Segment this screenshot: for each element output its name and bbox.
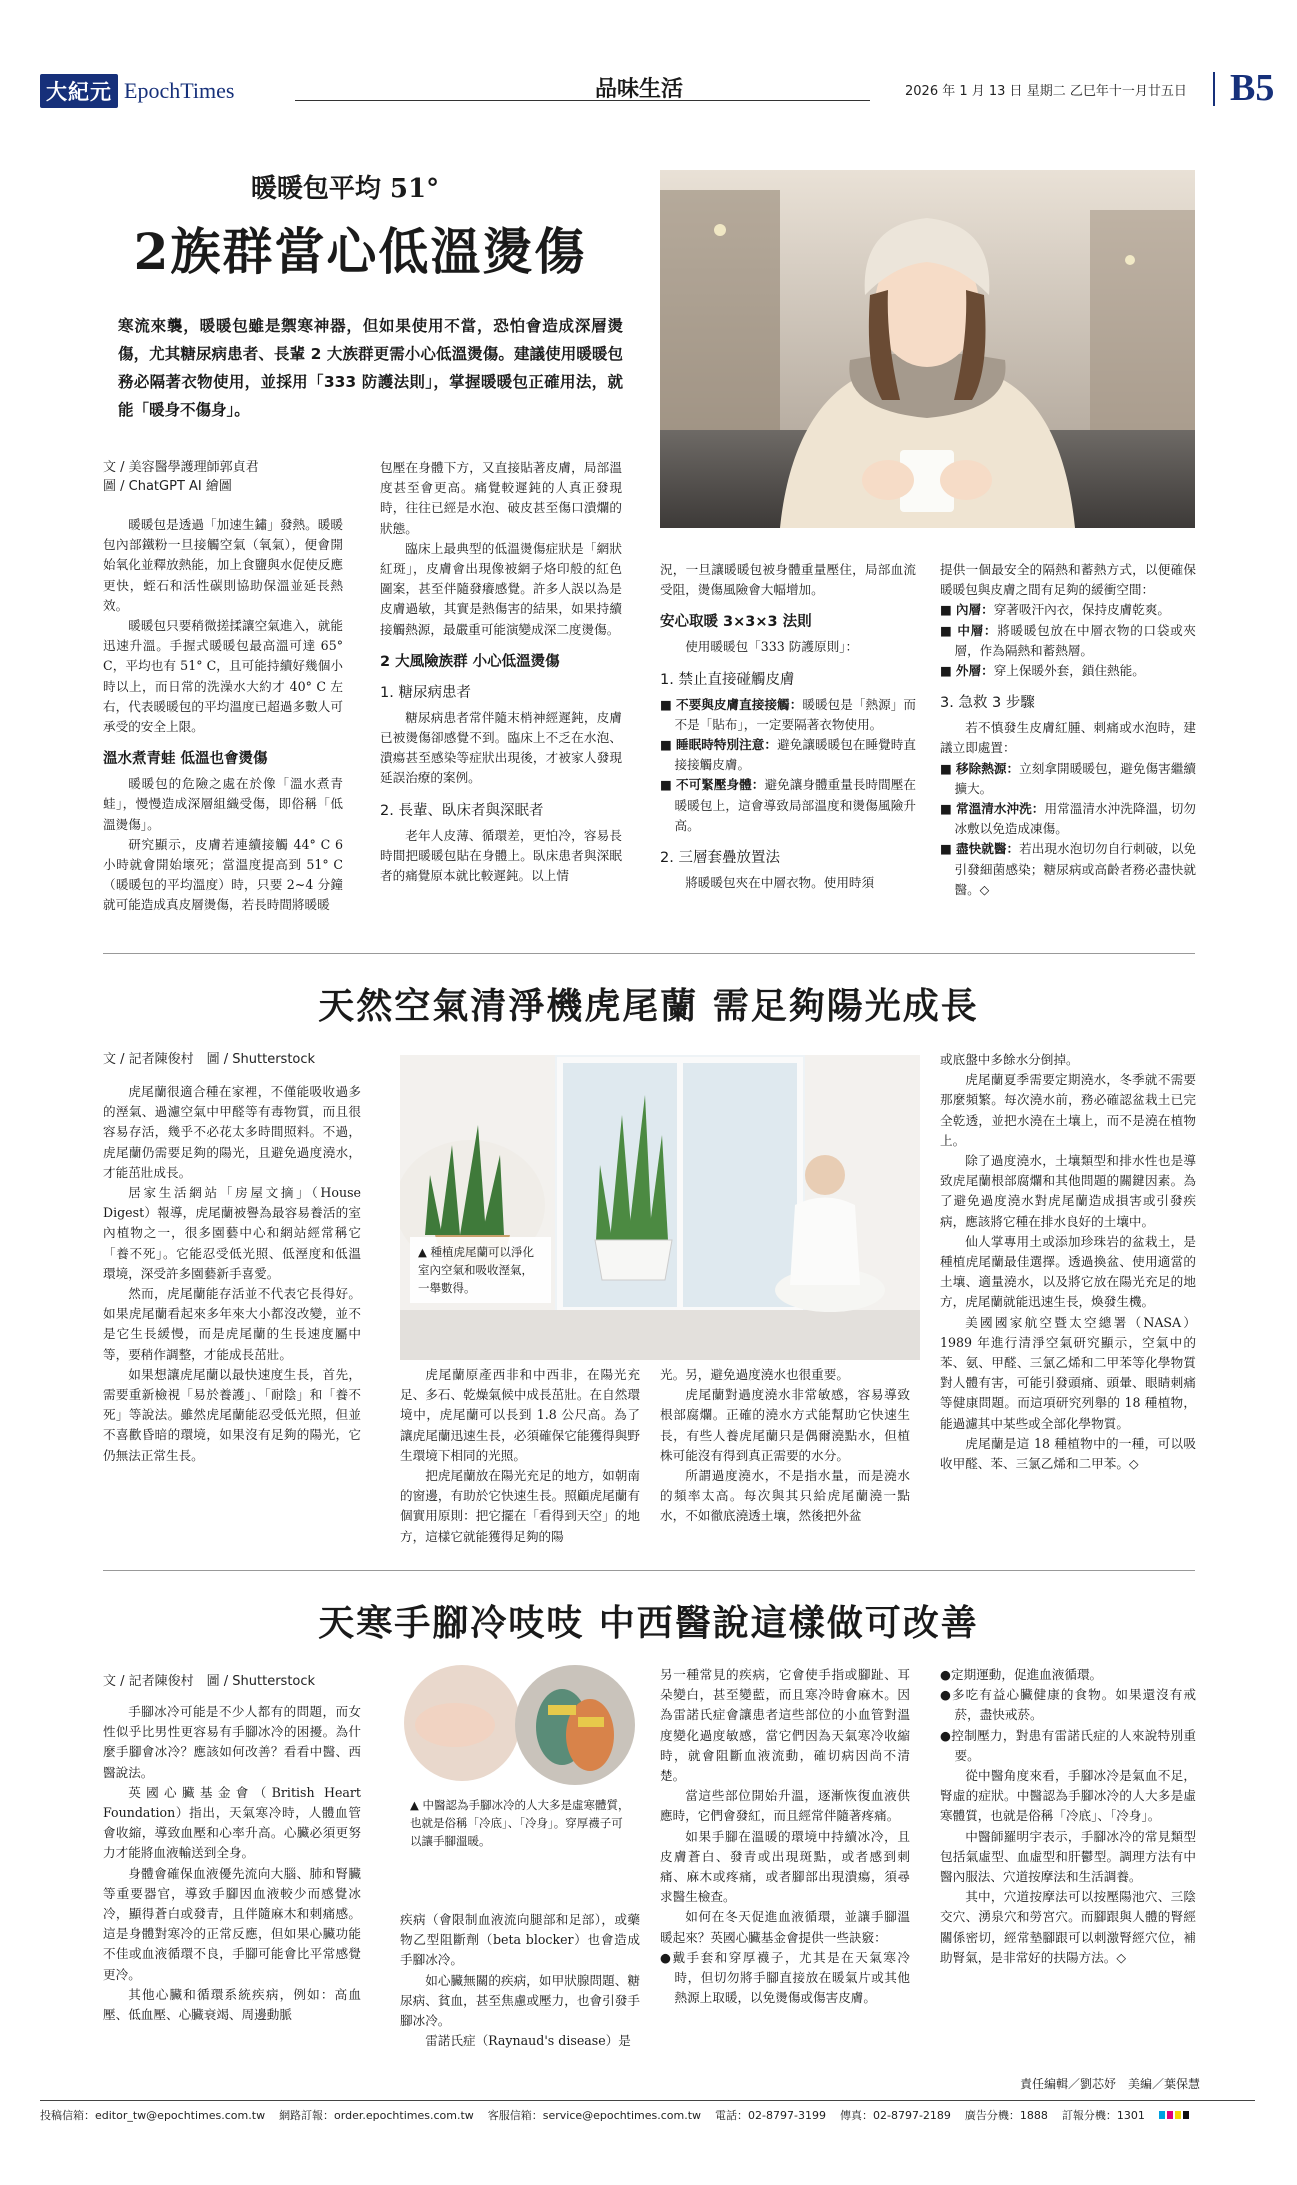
- article-1-col-3: [660, 560, 916, 893]
- paragraph: 提供一個最安全的隔熱和蓄熱方式，以便確保暖暖包與皮膚之間有足夠的緩衝空間：: [940, 562, 1196, 598]
- bullet-item: ●控制壓力，對患有雷諾氏症的人來說特別重要。: [940, 1727, 1196, 1763]
- paragraph: 虎尾蘭很適合種在家裡，不僅能吸收過多的溼氣、過濾空氣中甲醛等有毒物質，而且很容易存活，幾乎不必花太多時間照料。不過，虎尾蘭仍需要足夠的陽光，且避免過度澆水，才能茁壯成長。: [103, 1084, 361, 1180]
- online-subscription[interactable]: 網路訂報：order.epochtimes.com.tw: [279, 2109, 474, 2122]
- paragraph: 若不慎發生皮膚紅腫、刺痛或水泡時，建議立即處置：: [940, 720, 1196, 756]
- bullet-item: ■ 睡眠時特別注意：避免讓暖暖包在睡覺時直接接觸皮膚。: [660, 737, 917, 773]
- newspaper-logo: [40, 74, 234, 108]
- paragraph: 英國心臟基金會（British Heart Foundation）指出，天氣寒冷時，人體血管會收縮，導致血壓和心率升高。心臟必須更努力才能將血液輸送到全身。: [103, 1784, 361, 1861]
- paragraph: 虎尾蘭對過度澆水非常敏感，容易導致根部腐爛。正確的澆水方式能幫助它快速生長，有些人養虎尾蘭只是偶爾澆點水，但植株可能沒有得到真正需要的水分。: [660, 1387, 910, 1463]
- paragraph: 如心臟無關的疾病，如甲狀腺問題、糖尿病、貧血，甚至焦慮或壓力，也會引發手腳冰冷。: [400, 1972, 640, 2029]
- article-3-col-3: [660, 1665, 910, 2008]
- paragraph: 光。另，避免過度澆水也很重要。: [660, 1367, 849, 1382]
- paragraph: 或底盤中多餘水分倒掉。: [940, 1052, 1079, 1067]
- article-3-photo: [400, 1665, 640, 1905]
- paragraph: 當這些部位開始升溫，逐漸恢復血液供應時，它們會發紅，而且經常伴隨著疼痛。: [660, 1788, 910, 1824]
- page-number: B5: [1230, 67, 1275, 109]
- bullet-item: ■ 中層：將暖暖包放在中層衣物的口袋或夾層，作為隔熱和蓄熱層。: [940, 622, 1197, 658]
- section-name: 品味生活: [595, 77, 684, 102]
- masthead-rule: [295, 100, 870, 101]
- subheading: 安心取暖 3×3×3 法則: [660, 614, 812, 631]
- paragraph: 暖暖包只要稍微搓揉讓空氣進入，就能迅速升溫。手握式暖暖包最高溫可達 65° C，平均也有 51° C，且可能持續好幾個小時以上，而日常的洗澡水大約才 40° C 左右，代表暖暖包的平均溫度已超過多數人可承受的安全上限。: [103, 618, 343, 735]
- image-credit: 圖 / ChatGPT AI 繪圖: [103, 479, 232, 494]
- article-divider: [103, 953, 1195, 954]
- paragraph: 手腳冰冷可能是不少人都有的問題，而女性似乎比男性更容易有手腳冰冷的困擾。為什麼手腳會冰冷？應該如何改善？看看中醫、西醫說法。: [103, 1704, 361, 1780]
- paragraph: 虎尾蘭原產西非和中西非，在陽光充足、多石、乾燥氣候中成長茁壯。在自然環境中，虎尾蘭可以長到 1.8 公尺高。為了讓虎尾蘭迅速生長，必須確保它能獲得與野生環境下相同的光照。: [400, 1367, 640, 1463]
- feet-and-socks-illustration: [400, 1665, 640, 1905]
- article-2-col-1: [103, 1082, 361, 1466]
- subheading: 3. 急救 3 步驟: [940, 695, 1035, 712]
- paragraph: 暖暖包的危險之處在於像「溫水煮青蛙」，慢慢造成深層組織受傷，即俗稱「低溫燙傷」。: [103, 776, 343, 832]
- paragraph: 其他心臟和循環系統疾病，例如：高血壓、低血壓、心臟衰竭、周邊動脈: [103, 1986, 361, 2023]
- logo-english: EpochTimes: [124, 78, 235, 103]
- bullet-item: ■ 內層：穿著吸汗內衣，保持皮膚乾爽。: [940, 602, 1170, 618]
- editor-credits: 責任編輯／劉芯妤 美編／葉保慧: [1019, 2077, 1200, 2091]
- color-registration-marks: [1159, 2107, 1189, 2123]
- subscription-extension: 訂報分機：1301: [1061, 2109, 1145, 2122]
- photo-caption: ▲ 種植虎尾蘭可以淨化室內空氣和吸收溼氣，一舉數得。: [410, 1237, 551, 1303]
- paragraph: 把虎尾蘭放在陽光充足的地方，如朝南的窗邊，有助於它快速生長。照顧虎尾蘭有個實用原則：把它擺在「看得到天空」的地方，這樣它就能獲得足夠的陽: [400, 1468, 640, 1544]
- subheading: 1. 禁止直接碰觸皮膚: [660, 671, 795, 688]
- paragraph: 暖暖包是透過「加速生鏽」發熱。暖暖包內部鐵粉一旦接觸空氣（氧氣），便會開始氧化並釋放熱能，加上食鹽與水促使反應更快，蛭石和活性碳則協助保溫並延長熱效。: [103, 517, 343, 613]
- article-2-col-2: [400, 1365, 640, 1547]
- paragraph: 糖尿病患者常伴隨末梢神經遲鈍，皮膚已被燙傷卻感覺不到。臨床上不乏在水泡、潰瘍甚至感染等症狀出現後，才被家人發現延誤治療的案例。: [380, 709, 622, 786]
- paragraph: 虎尾蘭是這 18 種植物中的一種，可以吸收甲醛、苯、三氯乙烯和二甲苯。◇: [940, 1435, 1196, 1472]
- bullet-item: ■ 外層：穿上保暖外套，鎖住熱能。: [940, 663, 1145, 679]
- submission-email[interactable]: 投稿信箱：editor_tw@epochtimes.com.tw: [40, 2109, 266, 2122]
- masthead: [40, 67, 1275, 110]
- article-2-title: 天然空氣清淨機虎尾蘭 需足夠陽光成長: [318, 985, 979, 1027]
- article-3-col-4: [940, 1665, 1196, 1968]
- paragraph: 另一種常見的疾病，它會使手指或腳趾、耳朵變白，甚至變藍，而且寒冷時會麻木。因為雷諾氏症會讓患者這些部位的小血管對溫度變化過度敏感，當它們因為天氣寒冷收縮時，就會阻斷血液流動，確切病因尚不清楚。: [660, 1667, 910, 1784]
- paragraph: 如果想讓虎尾蘭以最快速度生長，首先，需要重新檢視「易於養護」、「耐陰」和「養不死」等說法。雖然虎尾蘭能忍受低光照，但並不喜歡昏暗的環境，如果沒有足夠的陽光，它仍無法正常生長。: [103, 1366, 361, 1463]
- paragraph: 使用暖暖包「333 防護原則」：: [685, 639, 859, 655]
- article-divider: [103, 1570, 1195, 1571]
- article-1-kicker: 暖暖包平均 51°: [250, 174, 440, 204]
- paragraph: 從中醫角度來看，手腳冰冷是氣血不足，腎虛的症狀。中醫認為手腳冰冷的人大多是虛寒體質，也就是俗稱「冷底」、「冷身」。: [940, 1768, 1196, 1824]
- paragraph: 老年人皮薄、循環差，更怕冷，容易長時間把暖暖包貼在身體上。臥床患者與深眠者的痛覺原本就比較遲鈍。以上情: [380, 827, 622, 884]
- bullet-item: ■ 常溫清水沖洗：用常溫清水沖洗降溫，切勿冰敷以免造成凍傷。: [940, 801, 1197, 837]
- paragraph: 將暖暖包夾在中層衣物。使用時須: [685, 875, 875, 891]
- phone-number: 電話：02-8797-3199: [715, 2109, 826, 2122]
- article-1-col-2: [380, 458, 622, 886]
- snake-plant-room-illustration: [400, 1055, 920, 1360]
- paragraph: 居家生活網站「房屋文摘」（House Digest）報導，虎尾蘭被譽為最容易養活的室內植物之一，很多園藝中心和網站經常稱它「養不死」。它能忍受低光照、低溼度和低溫環境，深受許多園藝新手喜愛。: [103, 1185, 361, 1281]
- article-2-photo: [400, 1055, 920, 1360]
- paragraph: 臨床上最典型的低溫燙傷症狀是「網狀紅斑」，皮膚會出現像被網子烙印般的紅色圖案，甚至伴隨發癢感覺。許多人誤以為是皮膚過敏，其實是熱傷害的結果，如果持續接觸熱源，最嚴重可能演變成深二度燙傷。: [380, 540, 622, 637]
- paragraph: 美國國家航空暨太空總署（NASA）1989 年進行清淨空氣研究顯示，空氣中的苯、氨、甲醛、三氯乙烯和二甲苯等化學物質對人體有害，可能引發頭痛、頭暈、眼睛刺痛等健康問題。而這項研究列舉的 18 種植物，能過濾其中某些或全部化學物質。: [940, 1314, 1196, 1431]
- subheading: 2. 三層套疊放置法: [660, 850, 780, 867]
- paragraph: 雷諾氏症（Raynaud's disease）是: [425, 2033, 631, 2049]
- bullet-item: ●戴手套和穿厚襪子，尤其是在天氣寒冷時，但切勿將手腳直接放在暖氣片或其他熱源上取暖，以免燙傷或傷害皮膚。: [660, 1949, 911, 2006]
- paragraph: 所謂過度澆水，不是指水量，而是澆水的頻率太高。每次與其只給虎尾蘭澆一點水，不如徹底澆透土壤，然後把外盆: [660, 1468, 910, 1524]
- author-credit: 文 / 美容醫學護理師郭貞君: [103, 460, 259, 475]
- paragraph: 仙人掌專用土或添加珍珠岩的盆栽土，是種植虎尾蘭最佳選擇。透過換盆、使用適當的土壤、適量澆水，以及將它放在陽光充足的地方，虎尾蘭就能迅速生長，煥發生機。: [940, 1233, 1196, 1310]
- article-3-col-2: [400, 1910, 640, 2051]
- subheading: 1. 糖尿病患者: [380, 684, 471, 701]
- paragraph: 疾病（會限制血液流向腿部和足部），或藥物乙型阻斷劑（beta blocker）也會造成手腳冰冷。: [400, 1912, 640, 1968]
- article-2-byline: 文 / 記者陳俊村 圖 / Shutterstock: [103, 1052, 316, 1067]
- fax-number: 傳真：02-8797-2189: [839, 2109, 951, 2122]
- woman-in-winter-illustration: [660, 170, 1195, 528]
- article-1-title: 2族群當心低溫燙傷: [133, 222, 587, 281]
- logo-chinese: 大紀元: [40, 74, 118, 108]
- ad-extension: 廣告分機：1888: [964, 2109, 1048, 2122]
- paragraph: 虎尾蘭夏季需要定期澆水，冬季就不需要那麼頻繁。每次澆水前，務必確認盆栽土已完全乾透，並把水澆在土壤上，而不是澆在植物上。: [940, 1072, 1196, 1148]
- paragraph: 身體會確保血液優先流向大腦、肺和腎臟等重要器官，導致手腳因血液較少而感覺冰冷，顯得蒼白或發青，且伴隨麻木和刺痛感。這是身體對寒冷的正常反應，但如果心臟功能不佳或血液循環不良，手腳可能會比平常感覺更冷。: [103, 1865, 361, 1982]
- footer-bar: [40, 2100, 1255, 2123]
- subheading: 溫水煮青蛙 低溫也會燙傷: [103, 751, 268, 768]
- bullet-item: ■ 不可緊壓身體：避免讓身體重量長時間壓在暖暖包上，這會導致局部溫度和燙傷風險升高。: [660, 777, 917, 833]
- bullet-item: ■ 盡快就醫：若出現水泡切勿自行刺破，以免引發細菌感染；糖尿病或高齡者務必盡快就醫。◇: [940, 841, 1196, 897]
- bullet-item: ●定期運動，促進血液循環。: [940, 1667, 1103, 1682]
- paragraph: 包壓在身體下方，又直接貼著皮膚，局部溫度甚至會更高。痛覺較遲鈍的人真正發現時，往往已經是水泡、破皮甚至傷口潰爛的狀態。: [380, 460, 622, 536]
- article-1-col-4: [940, 560, 1196, 900]
- article-1-photo: [660, 170, 1195, 528]
- bullet-item: ■ 移除熱源：立刻拿開暖暖包，避免傷害繼續擴大。: [940, 760, 1196, 796]
- paragraph: 況，一旦讓暖暖包被身體重量壓住，局部血流受阻，燙傷風險會大幅增加。: [660, 562, 916, 598]
- subheading: 2 大風險族群 小心低溫燙傷: [380, 653, 560, 670]
- article-3-col-1: [103, 1702, 361, 2025]
- paragraph: 如果手腳在溫暖的環境中持續冰冷，且皮膚蒼白、發青或出現斑點，或者感到刺痛、麻木或疼痛，或者腳部出現潰瘍，須尋求醫生檢查。: [660, 1828, 910, 1905]
- service-email[interactable]: 客服信箱：service@epochtimes.com.tw: [487, 2109, 702, 2122]
- bullet-item: ●多吃有益心臟健康的食物。如果還沒有戒菸，盡快戒菸。: [940, 1687, 1196, 1723]
- bullet-item: ■ 不要與皮膚直接接觸：暖暖包是「熱源」而不是「貼布」，一定要隔著衣物使用。: [660, 696, 916, 732]
- article-1-byline: [103, 458, 343, 496]
- paragraph: 中醫師羅明宇表示，手腳冰冷的常見類型包括氣虛型、血虛型和肝鬱型。調理方法有中醫內服法、穴道按摩法和生活調養。: [940, 1828, 1196, 1885]
- paragraph: 除了過度澆水，土壤類型和排水性也是導致虎尾蘭根部腐爛和其他問題的關鍵因素。為了避免過度澆水對虎尾蘭造成損害或引發疾病，應該將它種在排水良好的土壤中。: [940, 1153, 1196, 1229]
- paragraph: 其中，穴道按摩法可以按壓陽池穴、三陰交穴、湧泉穴和勞宮穴。而腳跟與人體的腎經關係密切，經常墊腳跟可以刺激腎經穴位，補助腎氣，是非常好的扶陽方法。◇: [940, 1889, 1196, 1965]
- paragraph: 研究顯示，皮膚若連續接觸 44° C 6 小時就會開始壞死；當溫度提高到 51° C（暖暖包的平均溫度）時，只要 2~4 分鐘就可能造成真皮層燙傷，若長時間將暖暖: [103, 836, 343, 913]
- photo-caption: ▲ 中醫認為手腳冰冷的人大多是虛寒體質，也就是俗稱「冷底」、「冷身」。穿厚襪子可以讓手腳溫暖。: [402, 1790, 638, 1856]
- page-separator: [1213, 72, 1215, 106]
- article-3-title: 天寒手腳冷吱吱 中西醫說這樣做可改善: [318, 1602, 979, 1644]
- paragraph: 然而，虎尾蘭能存活並不代表它長得好。如果虎尾蘭看起來多年來大小都沒改變，並不是它生長緩慢，而是虎尾蘭的生長速度屬中等，要稍作調整，才能成長茁壯。: [103, 1286, 361, 1362]
- paragraph: 如何在冬天促進血液循環，並讓手腳溫暖起來？英國心臟基金會提供一些訣竅：: [660, 1909, 910, 1945]
- subheading: 2. 長輩、臥床者與深眠者: [380, 802, 544, 819]
- article-1-col-1: [103, 515, 343, 916]
- issue-date: 2026 年 1 月 13 日 星期二 乙巳年十一月廿五日: [905, 84, 1187, 99]
- article-1-lead: 寒流來襲，暖暖包雖是禦寒神器，但如果使用不當，恐怕會造成深層燙傷，尤其糖尿病患者、長輩 2 大族群更需小心低溫燙傷。建議使用暖暖包務必隔著衣物使用，並採用「333 防護法則」，掌握暖暖包正確用法，就能「暖身不傷身」。: [118, 317, 623, 419]
- article-2-col-4: [940, 1050, 1196, 1474]
- article-2-col-3: [660, 1365, 910, 1527]
- article-3-byline: 文 / 記者陳俊村 圖 / Shutterstock: [103, 1674, 316, 1689]
